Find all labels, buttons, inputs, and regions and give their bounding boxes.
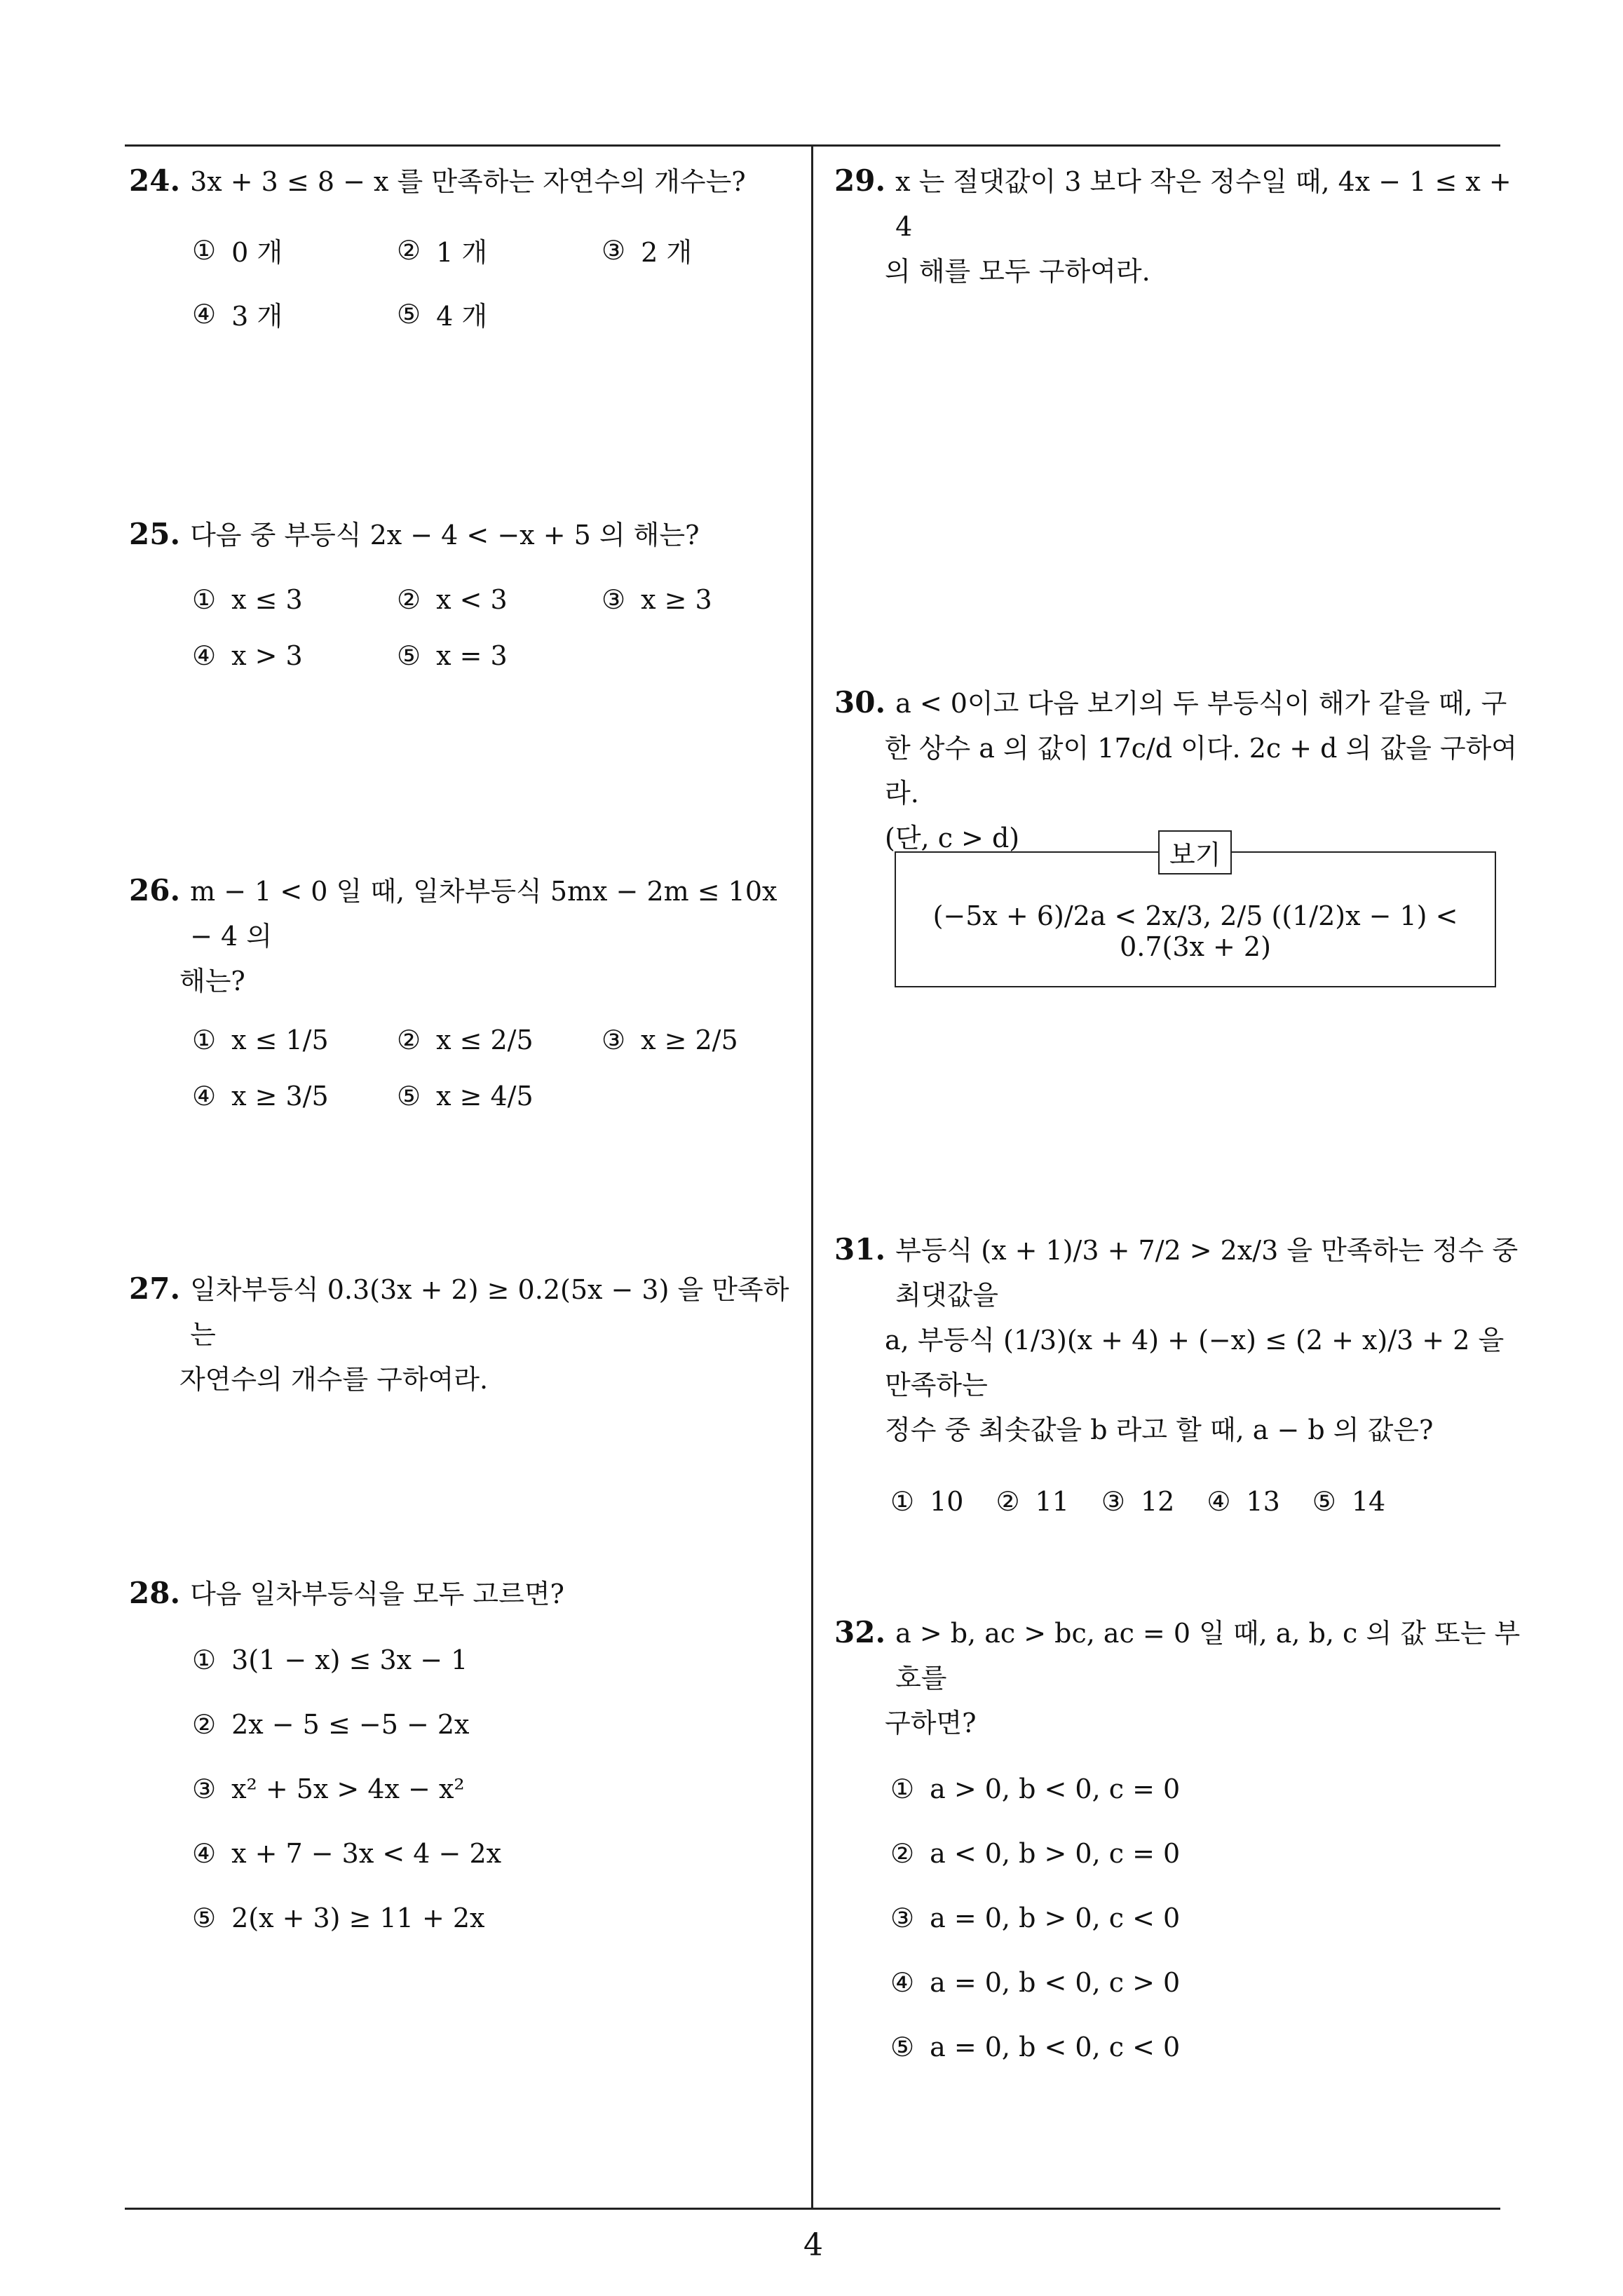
options — [129, 231, 802, 333]
option-text: x ≥ 3/5 — [231, 1081, 329, 1112]
question-text-continued: 자연수의 개수를 구하여라. — [179, 1364, 489, 1395]
option-marker: ⑤ — [397, 298, 421, 330]
option-3[interactable] — [192, 1774, 802, 1804]
option-marker: ⑤ — [890, 2032, 915, 2062]
option-2[interactable] — [996, 1486, 1068, 1517]
option-marker: ② — [890, 1838, 915, 1869]
question-25 — [129, 512, 802, 671]
option-marker: ① — [192, 1645, 217, 1675]
option-text: a = 0, b > 0, c < 0 — [930, 1903, 1181, 1933]
option-text: 2 개 — [641, 237, 693, 268]
option-5[interactable] — [890, 2032, 1521, 2062]
option-marker: ⑤ — [1312, 1486, 1336, 1517]
option-text: 2x − 5 ≤ −5 − 2x — [231, 1709, 470, 1740]
option-text: x ≤ 2/5 — [436, 1025, 534, 1055]
question-24 — [129, 158, 802, 333]
option-marker: ③ — [602, 584, 626, 615]
option-2[interactable] — [397, 1025, 602, 1055]
option-4[interactable] — [192, 295, 397, 333]
question-32 — [834, 1610, 1521, 2062]
question-28 — [129, 1571, 802, 1933]
option-marker: ④ — [192, 640, 217, 671]
option-5[interactable] — [397, 1081, 602, 1112]
question-26 — [129, 868, 802, 1112]
option-marker: ⑤ — [397, 640, 421, 671]
question-text: x 는 절댓값이 3 보다 작은 정수일 때, 4x − 1 ≤ x + 4 — [895, 166, 1520, 242]
option-text: 11 — [1035, 1486, 1069, 1517]
option-text: 3 개 — [231, 301, 283, 332]
option-1[interactable] — [890, 1774, 1521, 1804]
question-text-continued: 해는? — [179, 966, 245, 997]
option-3[interactable] — [602, 1025, 806, 1055]
question-text: 3x + 3 ≤ 8 − x 를 만족하는 자연수의 개수는? — [190, 166, 746, 197]
option-2[interactable] — [397, 231, 602, 269]
option-marker: ③ — [192, 1774, 217, 1804]
option-text: x > 3 — [231, 640, 303, 671]
option-text: x = 3 — [436, 640, 508, 671]
question-number: 28. — [129, 1576, 181, 1610]
question-text: 부등식 (x + 1)/3 + 7/2 > 2x/3 을 만족하는 정수 중 최댓값을 — [895, 1235, 1527, 1311]
option-marker: ③ — [1101, 1486, 1125, 1517]
option-4[interactable] — [192, 1081, 397, 1112]
option-text: x ≤ 1/5 — [231, 1025, 329, 1055]
option-marker: ④ — [192, 1838, 217, 1869]
question-text: 일차부등식 0.3(3x + 2) ≥ 0.2(5x − 3) 을 만족하는 — [190, 1274, 789, 1350]
option-marker: ② — [397, 584, 421, 615]
question-number: 31. — [834, 1232, 886, 1267]
option-4[interactable] — [1207, 1486, 1279, 1517]
question-text-continued: 구하면? — [885, 1708, 977, 1738]
question-text: m − 1 < 0 일 때, 일차부등식 5mx − 2m ≤ 10x − 4 의 — [190, 876, 786, 952]
option-text: 4 개 — [436, 301, 488, 332]
question-number: 30. — [834, 685, 886, 720]
question-text: a < 0이고 다음 보기의 두 부등식이 해가 같을 때, 구 — [895, 688, 1507, 719]
question-27 — [129, 1267, 802, 1402]
option-marker: ② — [397, 234, 421, 266]
option-text: a < 0, b > 0, c = 0 — [930, 1838, 1181, 1869]
option-marker: ③ — [890, 1903, 915, 1933]
question-text: 다음 일차부등식을 모두 고르면? — [190, 1579, 564, 1609]
option-text: 1 개 — [436, 237, 488, 268]
option-marker: ① — [192, 234, 217, 266]
question-number: 27. — [129, 1271, 181, 1306]
question-31 — [834, 1227, 1527, 1517]
question-number: 32. — [834, 1615, 886, 1649]
option-3[interactable] — [1101, 1486, 1174, 1517]
option-marker: ③ — [602, 1025, 626, 1055]
option-1[interactable] — [192, 1645, 802, 1675]
option-2[interactable] — [397, 584, 602, 615]
column-divider — [811, 146, 813, 2209]
option-marker: ① — [192, 1025, 217, 1055]
option-text: x + 7 − 3x < 4 − 2x — [231, 1838, 502, 1869]
option-5[interactable] — [192, 1903, 802, 1933]
bottom-rule — [125, 2208, 1500, 2210]
option-marker: ④ — [890, 1967, 915, 1998]
option-1[interactable] — [192, 231, 397, 269]
question-text: 다음 중 부등식 2x − 4 < −x + 5 의 해는? — [190, 520, 700, 551]
question-text-continued: 의 해를 모두 구하여라. — [885, 256, 1150, 287]
option-text: 2(x + 3) ≥ 11 + 2x — [231, 1903, 485, 1933]
option-marker: ④ — [192, 298, 217, 330]
option-4[interactable] — [192, 1838, 802, 1869]
option-1[interactable] — [890, 1486, 963, 1517]
page-number: 4 — [803, 2227, 823, 2263]
question-29 — [834, 158, 1521, 294]
option-text: 0 개 — [231, 237, 283, 268]
question-text-continued: 한 상수 a 의 값이 17c/d 이다. 2c + d 의 값을 구하여라. (단, c > d) — [885, 733, 1517, 853]
options — [834, 1486, 1521, 1517]
question-text: a > b, ac > bc, ac = 0 일 때, a, b, c 의 값 또는 부호를 — [895, 1618, 1521, 1694]
option-3[interactable] — [602, 231, 806, 269]
option-text: a = 0, b < 0, c > 0 — [930, 1967, 1181, 1998]
option-marker: ② — [996, 1486, 1020, 1517]
options — [129, 584, 802, 671]
option-marker: ④ — [192, 1081, 217, 1112]
option-marker: ② — [192, 1709, 217, 1740]
option-5[interactable] — [397, 295, 602, 333]
question-text-continued: a, 부등식 (1/3)(x + 4) + (−x) ≤ (2 + x)/3 + 2 을 만족하는 정수 중 최솟값을 b 라고 할 때, a − b 의 값은? — [885, 1325, 1505, 1445]
options — [129, 1645, 802, 1933]
option-marker: ① — [890, 1774, 915, 1804]
option-4[interactable] — [192, 640, 397, 671]
option-1[interactable] — [192, 1025, 397, 1055]
option-text: 14 — [1351, 1486, 1386, 1517]
options — [129, 1025, 802, 1112]
option-1[interactable] — [192, 584, 397, 615]
option-text: 3(1 − x) ≤ 3x − 1 — [231, 1645, 468, 1675]
question-number: 26. — [129, 873, 181, 907]
option-5[interactable] — [397, 640, 602, 671]
option-text: x ≤ 3 — [231, 584, 303, 615]
option-text: x² + 5x > 4x − x² — [231, 1774, 465, 1804]
option-4[interactable] — [890, 1967, 1521, 1998]
option-text: a = 0, b < 0, c < 0 — [930, 2032, 1181, 2062]
option-text: 13 — [1246, 1486, 1280, 1517]
option-text: x ≥ 4/5 — [436, 1081, 534, 1112]
option-marker: ④ — [1207, 1486, 1231, 1517]
option-marker: ① — [192, 584, 217, 615]
question-number: 24. — [129, 163, 181, 198]
option-text: x ≥ 3 — [641, 584, 712, 615]
option-5[interactable] — [1312, 1486, 1385, 1517]
option-2[interactable] — [192, 1709, 802, 1740]
option-marker: ⑤ — [192, 1903, 217, 1933]
option-2[interactable] — [890, 1838, 1521, 1869]
option-text: x ≥ 2/5 — [641, 1025, 738, 1055]
option-text: a > 0, b < 0, c = 0 — [930, 1774, 1181, 1804]
option-text: x < 3 — [436, 584, 508, 615]
option-marker: ⑤ — [397, 1081, 421, 1112]
question-number: 25. — [129, 517, 181, 551]
option-text: 12 — [1140, 1486, 1175, 1517]
option-marker: ② — [397, 1025, 421, 1055]
question-number: 29. — [834, 163, 886, 198]
example-box-content: (−5x + 6)/2a < 2x/3, 2/5 ((1/2)x − 1) < 0.7(3x + 2) — [932, 900, 1458, 962]
example-box-label: 보기 — [1158, 830, 1232, 874]
option-marker: ③ — [602, 234, 626, 266]
option-3[interactable] — [890, 1903, 1521, 1933]
option-3[interactable] — [602, 584, 806, 615]
options — [834, 1774, 1521, 2062]
option-marker: ① — [890, 1486, 915, 1517]
option-text: 10 — [930, 1486, 964, 1517]
